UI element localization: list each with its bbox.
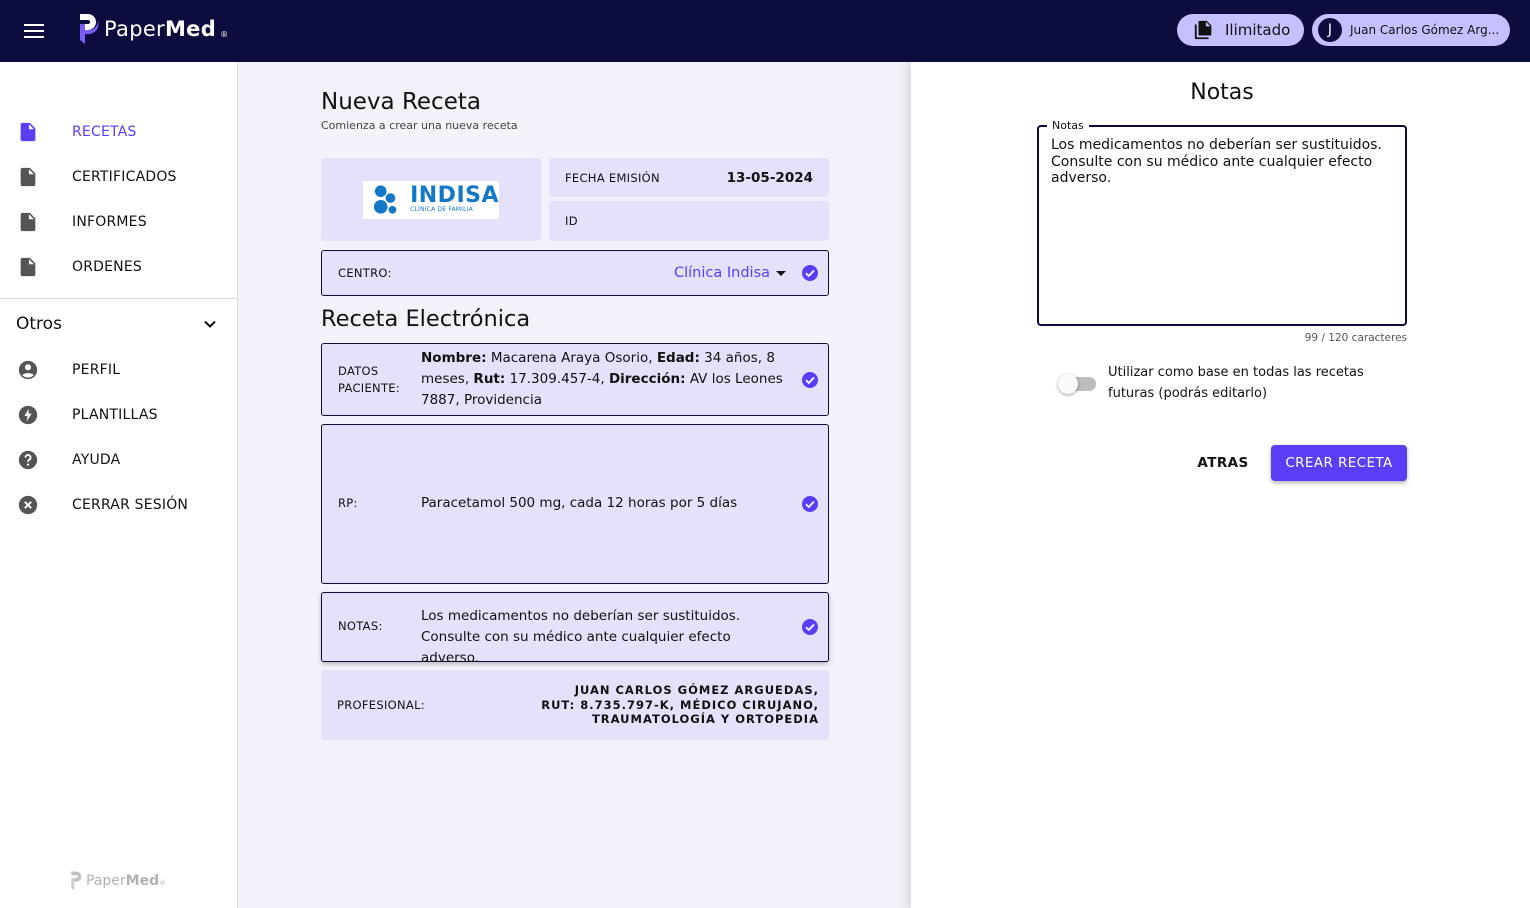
brand-registered-mark: ® [220,29,229,39]
centro-select[interactable] [321,250,829,296]
sidebar-divider [0,298,238,299]
sidebar [0,62,238,908]
notas-value: Los medicamentos no deberían ser sustituidos. Consulte con su médico ante cualquier efecto adverso. [421,608,741,666]
menu-icon[interactable] [24,19,48,43]
notas-card[interactable] [321,592,829,666]
user-name: Juan Carlos Gómez Arg... [1350,23,1500,37]
notas-label: NOTAS: [338,619,383,633]
fecha-value: 13-05-2024 [726,169,813,186]
chevron-down-icon [202,316,218,332]
rp-label: RP: [338,496,358,510]
notes-textarea[interactable] [1051,137,1397,317]
sidebar-item-label: ORDENES [72,259,142,275]
clinic-logo-text [410,183,499,213]
sidebar-item-cerrar-sesion[interactable] [0,487,238,523]
page-title: Nueva Receta [321,89,481,115]
check-circle-icon [801,495,819,513]
avatar: J [1318,18,1342,42]
sidebar-item-perfil[interactable] [0,352,238,388]
check-circle-icon [801,618,819,636]
toggle-knob [1058,374,1078,394]
sidebar-item-recetas[interactable] [0,114,238,150]
create-recipe-button[interactable]: CREAR RECETA [1271,445,1407,481]
sidebar-item-ordenes[interactable] [0,249,238,285]
rp-card[interactable] [321,424,829,584]
notes-panel [911,62,1530,908]
sidebar-item-label: PERFIL [72,362,121,378]
clinic-logo-tagline: CLÍNICA DE FAMILIA [410,206,473,213]
brand-name: PaperMed [104,17,217,41]
professional-card [321,670,829,740]
sidebar-item-informes[interactable] [0,204,238,240]
sidebar-item-label: CERTIFICADOS [72,169,177,185]
others-label: Otros [16,314,62,334]
sidebar-item-label: AYUDA [72,452,121,468]
professional-details: JUAN CARLOS GÓMEZ ARGUEDAS, RUT: 8.735.797-K, MÉDICO CIRUJANO, TRAUMATOLOGÍA Y ORTOPEDIA [541,683,819,726]
sidebar-footer-logo [70,870,166,892]
check-circle-icon [801,371,819,389]
page-subtitle: Comienza a crear una nueva receta [321,119,518,132]
sidebar-item-ayuda[interactable] [0,442,238,478]
section-title: Receta Electrónica [321,306,531,332]
plan-chip[interactable] [1177,14,1304,46]
user-chip[interactable] [1312,14,1510,46]
patient-data-card[interactable] [321,343,829,416]
check-circle-icon [801,264,819,282]
sidebar-item-certificados[interactable] [0,159,238,195]
clinic-logo-word: INDISA [410,183,499,208]
documents-icon [1193,19,1215,41]
dropdown-arrow-icon [776,271,786,276]
document-icon [17,121,39,143]
back-button[interactable]: ATRAS [1197,455,1249,471]
clinic-logo-icon [371,183,404,217]
id-field[interactable] [549,201,829,241]
others-section-toggle[interactable] [0,306,238,342]
patient-label: DATOS PACIENTE: [338,364,401,395]
fecha-emision-field[interactable] [549,158,829,197]
sidebar-item-label: INFORMES [72,214,147,230]
document-icon [17,166,39,188]
footer-brand-name: PaperMed® [86,873,167,889]
use-as-base-toggle[interactable] [1060,377,1096,391]
help-icon [17,449,39,471]
bolt-icon [17,404,39,426]
top-bar [0,0,1530,62]
patient-details: Nombre: Macarena Araya Osorio, Edad: 34 años, 8 meses, Rut: 17.309.457-4, Dirección: AV los Leones 7887, Providencia [421,350,783,408]
panel-title: Notas [1190,80,1254,105]
clinic-logo [363,181,499,219]
account-circle-icon [17,359,39,381]
sidebar-item-label: CERRAR SESIÓN [72,497,189,513]
notes-field-label: Notas [1047,119,1089,132]
professional-label: PROFESIONAL: [337,698,425,712]
id-label: ID [565,214,578,228]
papermed-logo-icon [70,870,84,892]
sidebar-item-label: PLANTILLAS [72,407,158,423]
centro-selected-value: Clínica Indisa [674,265,771,281]
document-icon [17,211,39,233]
character-counter: 99 / 120 caracteres [1304,332,1407,344]
fecha-label: FECHA EMISIÓN [565,170,660,185]
papermed-logo-icon [78,12,100,46]
toggle-label: Utilizar como base en todas las recetas futuras (podrás editarlo) [1108,365,1364,401]
plan-label: Ilimitado [1225,21,1291,39]
sidebar-item-plantillas[interactable] [0,397,238,433]
centro-label: CENTRO: [338,266,392,280]
notes-field[interactable] [1037,119,1407,326]
clinic-logo-box[interactable] [321,158,541,241]
sidebar-item-label: RECETAS [72,124,137,140]
close-circle-icon [17,494,39,516]
rp-value: Paracetamol 500 mg, cada 12 horas por 5 días [421,495,738,511]
document-icon [17,256,39,278]
brand-logo[interactable] [78,12,228,46]
